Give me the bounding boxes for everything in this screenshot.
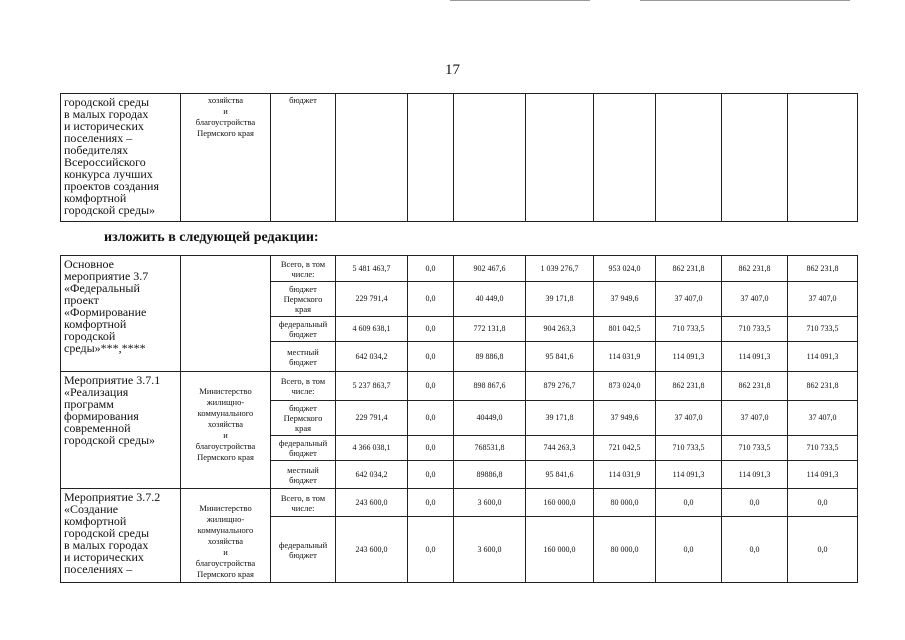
amount-cell: 3 600,0 [454, 517, 526, 583]
amount-cell: 5 237 863,7 [336, 372, 408, 401]
amount-cell: 114 091,3 [656, 342, 722, 372]
responsible-executor: Министерство жилищно- коммунального хозяйства и благоустройства Пермского края [181, 489, 271, 583]
amount-cell: 80 000,0 [594, 489, 656, 517]
amount-cell: 114 031,9 [594, 461, 656, 489]
amount-cell: 0,0 [656, 489, 722, 517]
responsible-executor: Министерство жилищно- коммунального хозяйства и благоустройства Пермского края [181, 372, 271, 489]
amount-cell: 0,0 [408, 317, 454, 342]
amount-cell: 40 449,0 [454, 282, 526, 317]
new-table [60, 255, 858, 583]
amount-cell: 37 407,0 [722, 401, 788, 436]
amount-cell: 772 131,8 [454, 317, 526, 342]
amount-cell: 768531,8 [454, 436, 526, 461]
amount-cell: 80 000,0 [594, 517, 656, 583]
table-row [61, 489, 858, 517]
amount-cell: 243 600,0 [336, 489, 408, 517]
amount-cell: 0,0 [408, 517, 454, 583]
amount-cell: 710 733,5 [722, 436, 788, 461]
amount-cell: 95 841,6 [526, 342, 594, 372]
amount-cell: 0,0 [722, 489, 788, 517]
amount-cell: 862 231,8 [722, 372, 788, 401]
funding-source: бюджет Пермского края [271, 401, 336, 436]
amount-cell: 4 609 638,1 [336, 317, 408, 342]
amount-cell: 0,0 [408, 489, 454, 517]
amount-cell: 642 034,2 [336, 461, 408, 489]
amount-cell: 89 886,8 [454, 342, 526, 372]
amount-cell: 0,0 [656, 517, 722, 583]
amount-cell: 710 733,5 [788, 317, 858, 342]
amount-cell: 721 042,5 [594, 436, 656, 461]
amount-cell: 862 231,8 [656, 256, 722, 282]
amount-cell: 37 407,0 [788, 282, 858, 317]
page-number: 17 [445, 62, 460, 78]
amount-cell: 114 091,3 [656, 461, 722, 489]
amount-cell: 114 091,3 [788, 461, 858, 489]
amount-cell: 40449,0 [454, 401, 526, 436]
amount-cell: 0,0 [408, 342, 454, 372]
amount-cell: 95 841,6 [526, 461, 594, 489]
amount-cell: 642 034,2 [336, 342, 408, 372]
funding-source: Всего, в том числе: [271, 372, 336, 401]
amount-cell: 879 276,7 [526, 372, 594, 401]
amount-cell: 904 263,3 [526, 317, 594, 342]
amount-cell: 744 263,3 [526, 436, 594, 461]
old-row-responsible: хозяйства и благоустройства Пермского края [181, 94, 271, 222]
funding-source: федеральный бюджет [271, 317, 336, 342]
amount-cell: 0,0 [408, 372, 454, 401]
top-rule-left [450, 0, 590, 1]
amount-cell: 114 091,3 [788, 342, 858, 372]
amount-cell: 801 042,5 [594, 317, 656, 342]
amount-cell: 862 231,8 [722, 256, 788, 282]
amount-cell: 862 231,8 [788, 256, 858, 282]
amount-cell: 160 000,0 [526, 517, 594, 583]
funding-source: местный бюджет [271, 461, 336, 489]
top-rule-right [640, 0, 850, 1]
amount-cell: 114 031,9 [594, 342, 656, 372]
amount-cell: 229 791,4 [336, 401, 408, 436]
amount-cell: 0,0 [408, 461, 454, 489]
amount-cell: 3 600,0 [454, 489, 526, 517]
amount-cell: 5 481 463,7 [336, 256, 408, 282]
amount-cell: 0,0 [722, 517, 788, 583]
amount-cell: 902 467,6 [454, 256, 526, 282]
amount-cell: 229 791,4 [336, 282, 408, 317]
amount-cell: 37 407,0 [656, 401, 722, 436]
old-table-fragment [60, 93, 858, 222]
table-row [61, 372, 858, 401]
amount-cell: 953 024,0 [594, 256, 656, 282]
amount-cell: 0,0 [408, 256, 454, 282]
amount-cell: 37 407,0 [788, 401, 858, 436]
amount-cell: 1 039 276,7 [526, 256, 594, 282]
amount-cell: 37 407,0 [656, 282, 722, 317]
funding-source: Всего, в том числе: [271, 256, 336, 282]
amount-cell: 37 949,6 [594, 282, 656, 317]
old-row-name: городской среды в малых городах и исторических поселениях – победителях Всероссийского конкурса лучших проектов создания комфортной городской среды» [61, 94, 181, 222]
amount-cell: 89886,8 [454, 461, 526, 489]
amount-cell: 114 091,3 [722, 461, 788, 489]
funding-source: федеральный бюджет [271, 517, 336, 583]
amount-cell: 710 733,5 [656, 436, 722, 461]
measure-name: Мероприятие 3.7.1 «Реализация программ формирования современной городской среды» [61, 372, 181, 489]
amount-cell: 0,0 [408, 401, 454, 436]
amount-cell: 37 949,6 [594, 401, 656, 436]
funding-source: местный бюджет [271, 342, 336, 372]
amount-cell: 0,0 [788, 517, 858, 583]
table-row [61, 256, 858, 282]
amount-cell: 39 171,8 [526, 282, 594, 317]
amount-cell: 862 231,8 [656, 372, 722, 401]
amount-cell: 710 733,5 [656, 317, 722, 342]
amount-cell: 873 024,0 [594, 372, 656, 401]
old-row-source: бюджет [271, 94, 336, 222]
amount-cell: 0,0 [788, 489, 858, 517]
responsible-executor [181, 256, 271, 372]
amount-cell: 0,0 [408, 282, 454, 317]
amount-cell: 0,0 [408, 436, 454, 461]
amount-cell: 114 091,3 [722, 342, 788, 372]
amount-cell: 37 407,0 [722, 282, 788, 317]
funding-source: Всего, в том числе: [271, 489, 336, 517]
amount-cell: 710 733,5 [722, 317, 788, 342]
measure-name: Основное мероприятие 3.7 «Федеральный проект «Формирование комфортной городской среды»***,**** [61, 256, 181, 372]
funding-source: федеральный бюджет [271, 436, 336, 461]
amount-cell: 710 733,5 [788, 436, 858, 461]
measure-name: Мероприятие 3.7.2 «Создание комфортной городской среды в малых городах и исторических поселениях – [61, 489, 181, 583]
amount-cell: 39 171,8 [526, 401, 594, 436]
amount-cell: 160 000,0 [526, 489, 594, 517]
amount-cell: 862 231,8 [788, 372, 858, 401]
amount-cell: 4 366 038,1 [336, 436, 408, 461]
amount-cell: 898 867,6 [454, 372, 526, 401]
amount-cell: 243 600,0 [336, 517, 408, 583]
amendment-phrase: изложить в следующей редакции: [104, 230, 319, 245]
funding-source: бюджет Пермского края [271, 282, 336, 317]
